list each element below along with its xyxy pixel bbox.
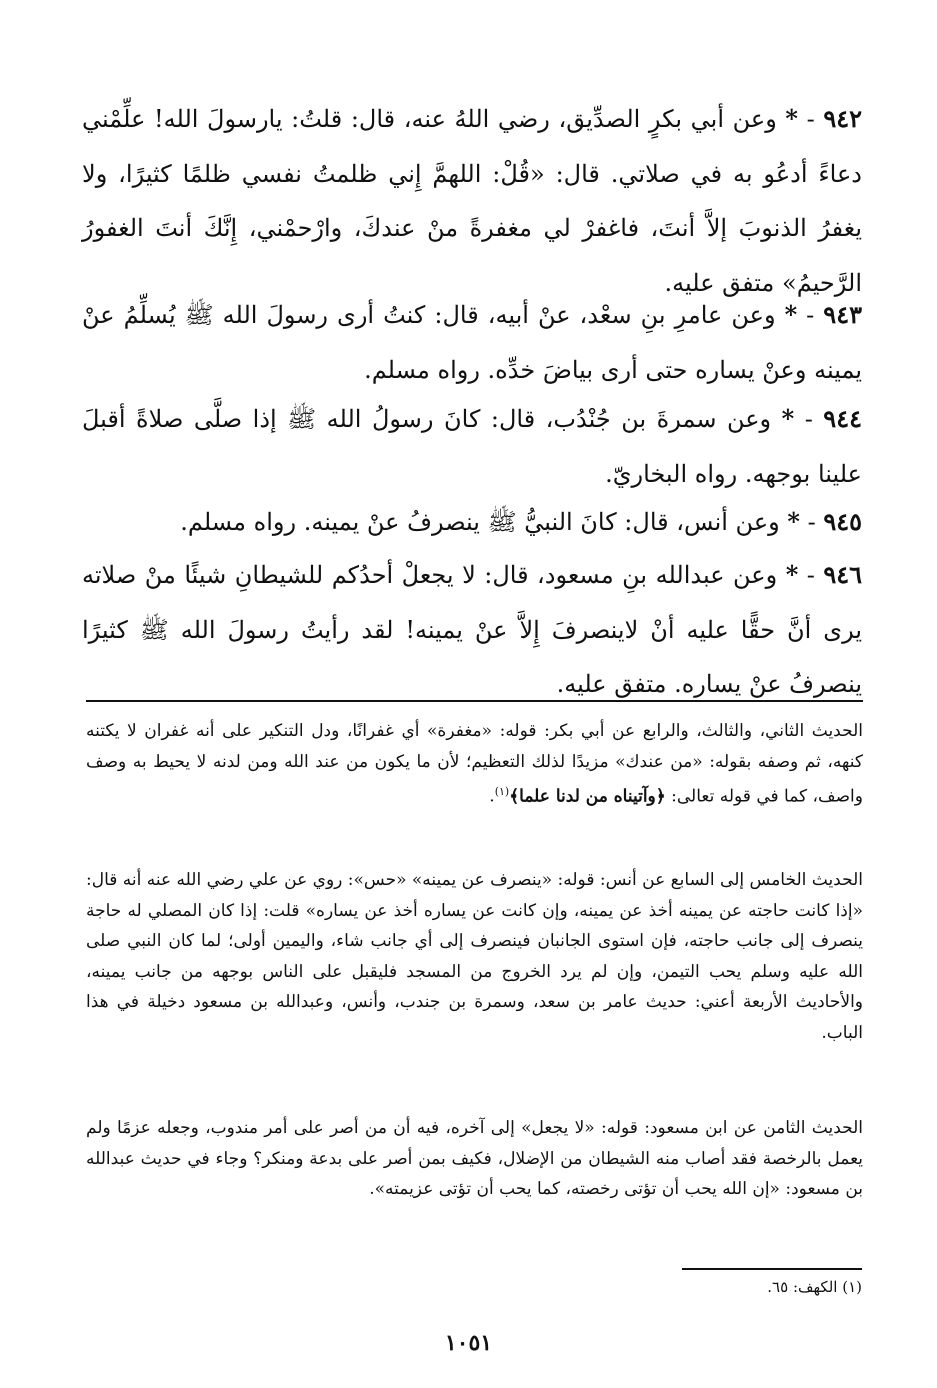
page-number: ١٠٥١ (444, 1330, 493, 1356)
star-marker: * (784, 300, 798, 329)
commentary-paragraph-1 (86, 716, 863, 812)
hadith-text: وعن أنس، قال: كانَ النبيُّ ﷺ ينصرفُ عنْ يمينه. رواه مسلم. (180, 508, 780, 536)
star-marker: * (785, 104, 798, 133)
hadith-text: وعن عامرِ بنِ سعْد، عنْ أبيه، قال: كنتُ أرى رسولَ الله ﷺ يُسلِّمُ عنْ يمينه وعنْ يساره حتى أرى بياضَ خدِّه. رواه مسلم. (82, 301, 862, 384)
footnote-ref: (١) (494, 785, 510, 798)
commentary-paragraph-2 (86, 865, 863, 1048)
dash: - (807, 508, 816, 536)
commentary-paragraph-3 (86, 1113, 863, 1205)
section-divider (86, 700, 863, 702)
dash: - (806, 301, 815, 329)
hadith-number: ٩٤٦ (823, 560, 862, 589)
hadith-number: ٩٤٢ (823, 104, 862, 133)
hadith-942 (82, 92, 862, 310)
hadith-text: وعن أبي بكرٍ الصدِّيق، رضي اللهُ عنه، قال: قلتُ: يارسولَ الله! علِّمْني دعاءً أدعُو به في صلاتي. قال: «قُلْ: اللهمَّ إِني ظلمتُ نفسي ظلمًا كثيرًا، ولا يغفرُ الذنوبَ إلاَّ أنتَ، فاغفرْ لي مغفرةً منْ عندكَ، وارْحمْني، إِنَّكَ أنتَ الغفورُ الرَّحيمُ» متفق عليه. (82, 105, 862, 297)
hadith-text: وعن سمرةَ بن جُنْدُب، قال: كانَ رسولُ الله ﷺ إذا صلَّى صلاةً أقبلَ علينا بوجهه. رواه البخاريّ. (82, 405, 862, 488)
hadith-946 (82, 548, 862, 712)
commentary-text: الحديث الخامس إلى السابع عن أنس: قوله: «ينصرف عن يمينه» «حس»: روي عن علي رضي الله عنه أنه قال: «إذا كانت حاجته عن يمينه أخذ عن يمينه، وإن كانت عن يساره أخذ عن يساره» قلت: إذا كان المصلي له حاجة ينصرف إلى جانب حاجته، فإن استوى الجانبان فينصرف إلى أي جانب شاء، واليمين أولى؛ لما كان النبي صلى الله عليه وسلم يحب التيمن، وإن لم يرد الخروج من المسجد فليقبل على الناس بوجهه من جانب يمينه، والأحاديث الأربعة أعني: حديث عامر بن سعد، وسمرة بن جندب، وأنس، وعبدالله بن مسعود دخيلة في هذا الباب. (86, 870, 863, 1043)
period: . (489, 786, 495, 807)
dash: - (806, 561, 815, 589)
hadith-number: ٩٤٤ (823, 404, 862, 433)
hadith-text: وعن عبدالله بنِ مسعود، قال: لا يجعلْ أحدُكم للشيطانِ شيئًا منْ صلاته يرى أنَّ حقًّا عليه أنْ لاينصرفَ إِلاَّ عنْ يمينه! لقد رأيتُ رسولَ الله ﷺ كثيرًا ينصرفُ عنْ يساره. متفق عليه. (82, 561, 862, 698)
star-marker: * (785, 560, 799, 589)
dash: - (806, 105, 815, 133)
hadith-943 (82, 288, 862, 397)
dash: - (804, 405, 813, 433)
footnote-divider (682, 1268, 862, 1270)
hadith-945 (82, 495, 862, 550)
commentary-text: الحديث الثاني، والثالث، والرابع عن أبي بكر: قوله: «مغفرة» أي غفرانًا، ودل التنكير على أنه غفران لا يكتنه كنهه، ثم وصفه بقوله: «من عندك» مزيدًا لذلك التعظيم؛ لأن ما يكون من عند الله ومن لدنه لا يحيط به وصف واصف، كما في قوله تعالى: (86, 721, 863, 807)
quran-quote: ﴿وآتيناه من لدنا علما﴾ (509, 786, 666, 807)
star-marker: * (787, 507, 800, 536)
commentary-text: الحديث الثامن عن ابن مسعود: قوله: «لا يجعل» إلى آخره، فيه أن من أصر على أمر مندوب، وجعله عزمًا ولم يعمل بالرخصة فقد أصاب منه الشيطان من الإضلال، فكيف بمن أصر على بدعة ومنكر؟ وجاء في حديث عبدالله بن مسعود: «إن الله يحب أن تؤتى رخصته، كما يحب أن تؤتى عزيمته». (86, 1118, 863, 1199)
footnote: (١) الكهف: ٦٥. (767, 1278, 862, 1296)
hadith-number: ٩٤٣ (823, 300, 862, 329)
hadith-944 (82, 392, 862, 501)
star-marker: * (781, 404, 795, 433)
hadith-number: ٩٤٥ (823, 507, 862, 536)
